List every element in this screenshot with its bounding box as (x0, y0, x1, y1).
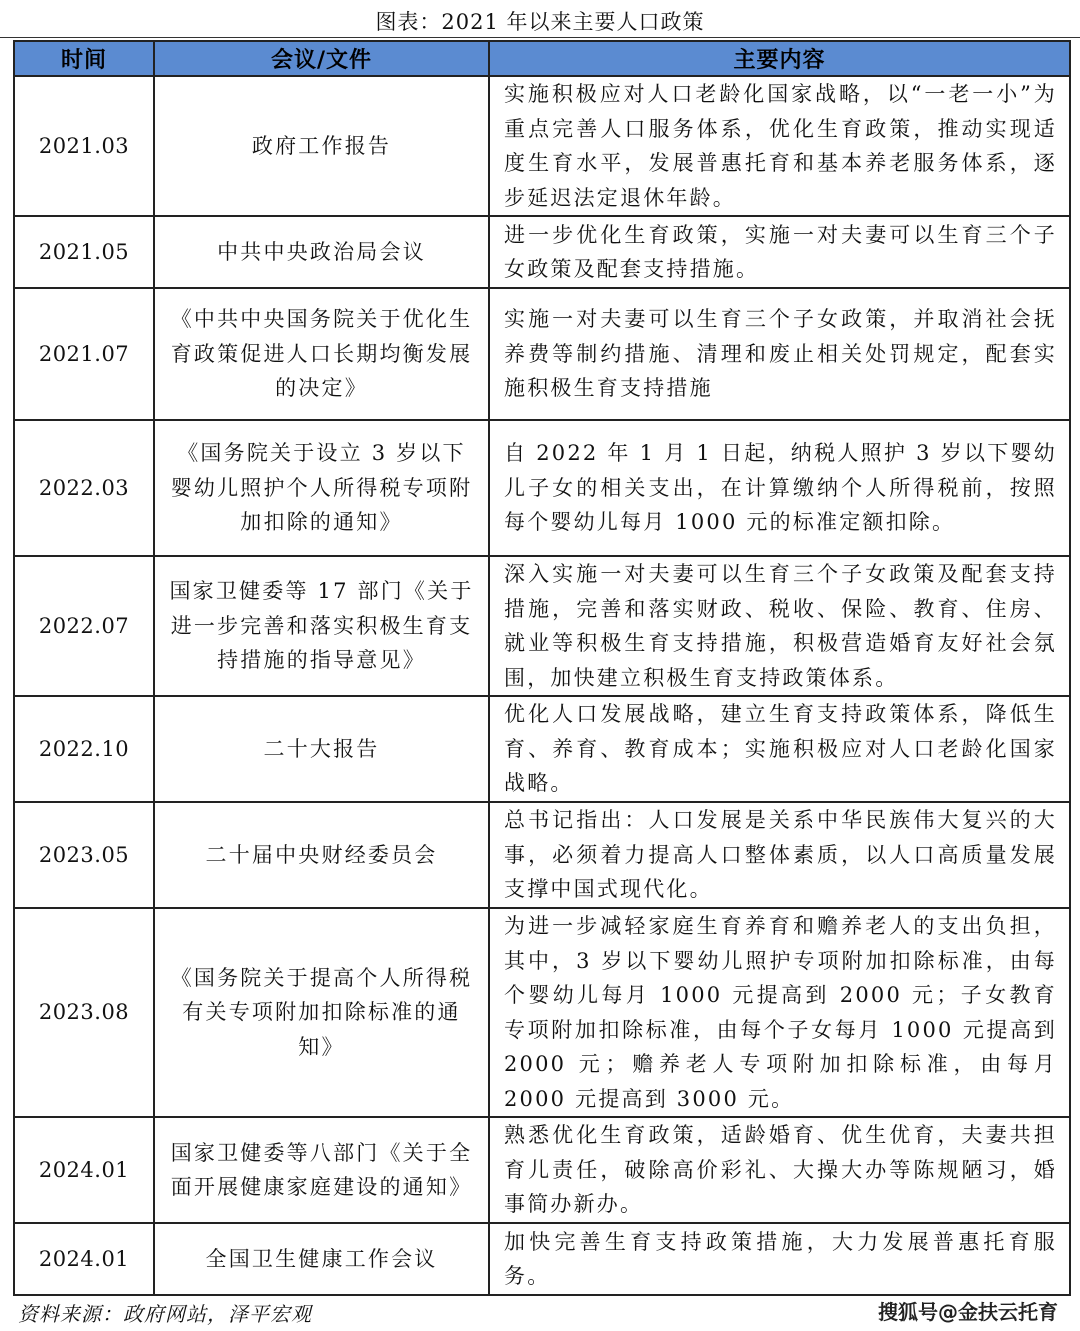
cell-time: 2022.07 (14, 556, 154, 696)
cell-doc: 二十届中央财经委员会 (154, 802, 489, 908)
cell-time: 2021.05 (14, 216, 154, 288)
cell-doc: 中共中央政治局会议 (154, 216, 489, 288)
cell-time: 2024.01 (14, 1117, 154, 1223)
cell-time: 2021.03 (14, 76, 154, 216)
cell-time: 2023.08 (14, 908, 154, 1117)
cell-content: 熟悉优化生育政策，适龄婚育、优生优育，夫妻共担育儿责任，破除高价彩礼、大操大办等陈规陋习，婚事简办新办。 (489, 1117, 1070, 1223)
table-row (14, 908, 1070, 1117)
title-rule (0, 37, 1080, 38)
table-row (14, 1223, 1070, 1295)
table-row (14, 216, 1070, 288)
cell-doc: 政府工作报告 (154, 76, 489, 216)
cell-content: 进一步优化生育政策，实施一对夫妻可以生育三个子女政策及配套支持措施。 (489, 216, 1070, 288)
header-time: 时间 (14, 41, 154, 76)
table-row (14, 1117, 1070, 1223)
cell-doc: 《国务院关于设立 3 岁以下婴幼儿照护个人所得税专项附加扣除的通知》 (154, 420, 489, 556)
cell-content: 自 2022 年 1 月 1 日起，纳税人照护 3 岁以下婴幼儿子女的相关支出，在计算缴纳个人所得税前，按照每个婴幼儿每月 1000 元的标准定额扣除。 (489, 420, 1070, 556)
policy-table (13, 40, 1071, 1296)
table-row (14, 802, 1070, 908)
cell-doc: 《国务院关于提高个人所得税有关专项附加扣除标准的通知》 (154, 908, 489, 1117)
cell-time: 2023.05 (14, 802, 154, 908)
cell-content: 实施积极应对人口老龄化国家战略，以“一老一小”为重点完善人口服务体系，优化生育政策，推动实现适度生育水平，发展普惠托育和基本养老服务体系，逐步延迟法定退休年龄。 (489, 76, 1070, 216)
figure-title: 图表：2021 年以来主要人口政策 (375, 10, 705, 34)
cell-doc: 二十大报告 (154, 696, 489, 802)
watermark: 搜狐号@金扶云托育 (878, 1300, 1058, 1324)
cell-time: 2024.01 (14, 1223, 154, 1295)
cell-doc: 全国卫生健康工作会议 (154, 1223, 489, 1295)
header-doc: 会议/文件 (154, 41, 489, 76)
table-row (14, 288, 1070, 420)
header-row (14, 41, 1070, 76)
table-row (14, 420, 1070, 556)
cell-time: 2022.03 (14, 420, 154, 556)
cell-time: 2021.07 (14, 288, 154, 420)
cell-content: 为进一步减轻家庭生育养育和赡养老人的支出负担，其中，3 岁以下婴幼儿照护专项附加扣除标准，由每个婴幼儿每月 1000 元提高到 2000 元；子女教育专项附加扣除标准，由每个子女每月 1000 元提高到 2000 元；赡养老人专项附加扣除标准，由每月 2000 元提高到 3000 元。 (489, 908, 1070, 1117)
cell-content: 优化人口发展战略，建立生育支持政策体系，降低生育、养育、教育成本；实施积极应对人口老龄化国家战略。 (489, 696, 1070, 802)
table-row (14, 696, 1070, 802)
cell-content: 总书记指出：人口发展是关系中华民族伟大复兴的大事，必须着力提高人口整体素质，以人口高质量发展支撑中国式现代化。 (489, 802, 1070, 908)
cell-time: 2022.10 (14, 696, 154, 802)
source-note: 资料来源：政府网站，泽平宏观 (18, 1302, 312, 1326)
cell-content: 深入实施一对夫妻可以生育三个子女政策及配套支持措施，完善和落实财政、税收、保险、教育、住房、就业等积极生育支持措施，积极营造婚育友好社会氛围，加快建立积极生育支持政策体系。 (489, 556, 1070, 696)
header-content: 主要内容 (489, 41, 1070, 76)
table-row (14, 556, 1070, 696)
cell-doc: 国家卫健委等 17 部门《关于进一步完善和落实积极生育支持措施的指导意见》 (154, 556, 489, 696)
cell-doc: 国家卫健委等八部门《关于全面开展健康家庭建设的通知》 (154, 1117, 489, 1223)
cell-content: 实施一对夫妻可以生育三个子女政策，并取消社会抚养费等制约措施、清理和废止相关处罚规定，配套实施积极生育支持措施 (489, 288, 1070, 420)
table-row (14, 76, 1070, 216)
cell-doc: 《中共中央国务院关于优化生育政策促进人口长期均衡发展的决定》 (154, 288, 489, 420)
cell-content: 加快完善生育支持政策措施，大力发展普惠托育服务。 (489, 1223, 1070, 1295)
